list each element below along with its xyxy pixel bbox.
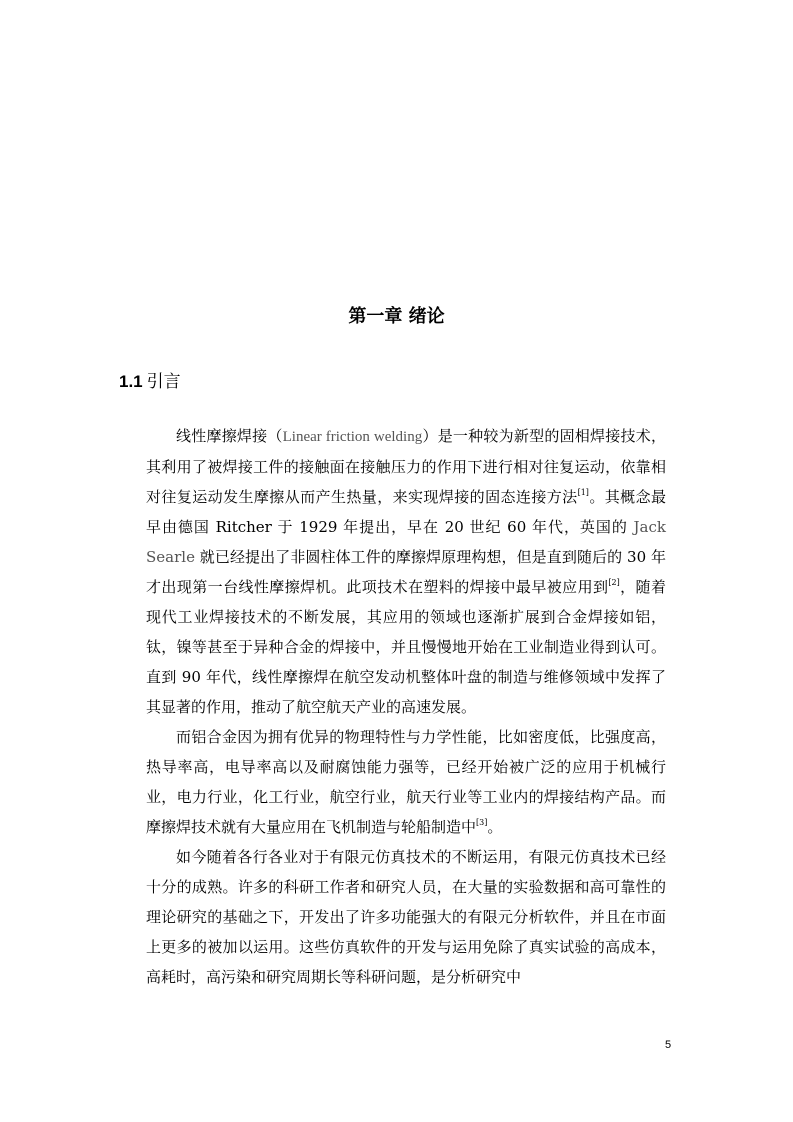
citation-ref: [3] <box>476 818 488 827</box>
paragraph-text: 就已经提出了非圆柱体工件的摩擦焊原理构想，但是直到随后的 30 年才出现第一台线性摩擦焊机。此项技术在塑料的焊接中最早被应用到 <box>146 548 666 596</box>
body-text <box>146 421 666 992</box>
paragraph-3 <box>146 842 666 992</box>
paragraph-text: ）是一种较为新型的固相焊接技术，其利用了被焊接工件的接触面在接触压力的作用下进行相对往复运动，依靠相对往复运动发生摩擦从而产生热量，来实现焊接的固态连接方法 <box>146 427 666 506</box>
paragraph-text: 。 <box>487 818 503 836</box>
page-number: 5 <box>665 1039 672 1051</box>
chapter-title: 第一章 绪论 <box>348 306 445 327</box>
paragraph-text: 如今随着各行各业对于有限元仿真技术的不断运用，有限元仿真技术已经十分的成熟。许多的科研工作者和研究人员，在大量的实验数据和高可靠性的理论研究的基础之下，开发出了许多功能强大的有限元分析软件，并且在市面上更多的被加以运用。这些仿真软件的开发与运用免除了真实试验的高成本，高耗时，高污染和研究周期长等科研问题，是分析研究中 <box>146 848 666 986</box>
paragraph-text: Linear friction welding <box>282 429 423 445</box>
paragraph-1 <box>146 421 666 722</box>
paragraph-text: ，随着现代工业焊接技术的不断发展，其应用的领域也逐渐扩展到合金焊接如铝，钛，镍等甚至于异种合金的焊接中，并且慢慢地开始在工业制造业得到认可。直到 90 年代，线性摩擦焊在航空发动机整体叶盘的制造与维修领域中发挥了其显著的作用，推动了航空航天产业的高速发展。 <box>146 578 666 716</box>
section-number: 1.1 <box>119 372 143 391</box>
paragraph-text: 线性摩擦焊接（ <box>176 427 283 445</box>
citation-ref: [2] <box>608 578 620 587</box>
paragraph-text: 而铝合金因为拥有优异的物理特性与力学性能，比如密度低，比强度高，热导率高，电导率高以及耐腐蚀能力强等，已经开始被广泛的应用于机械行业，电力行业，化工行业，航空行业，航天行业等工业内的焊接结构产品。而摩擦焊技术就有大量应用在飞机制造与轮船制造中 <box>146 728 666 836</box>
paragraph-text: Jack Searle <box>146 518 666 566</box>
citation-ref: [1] <box>577 488 589 497</box>
section-title: 引言 <box>146 372 181 391</box>
section-heading <box>119 367 181 392</box>
paragraph-2 <box>146 722 666 842</box>
paragraph-text: 。其概念最早由德国 Ritcher 于 1929 年提出，早在 20 世纪 60 年代，英国的 <box>146 488 666 536</box>
